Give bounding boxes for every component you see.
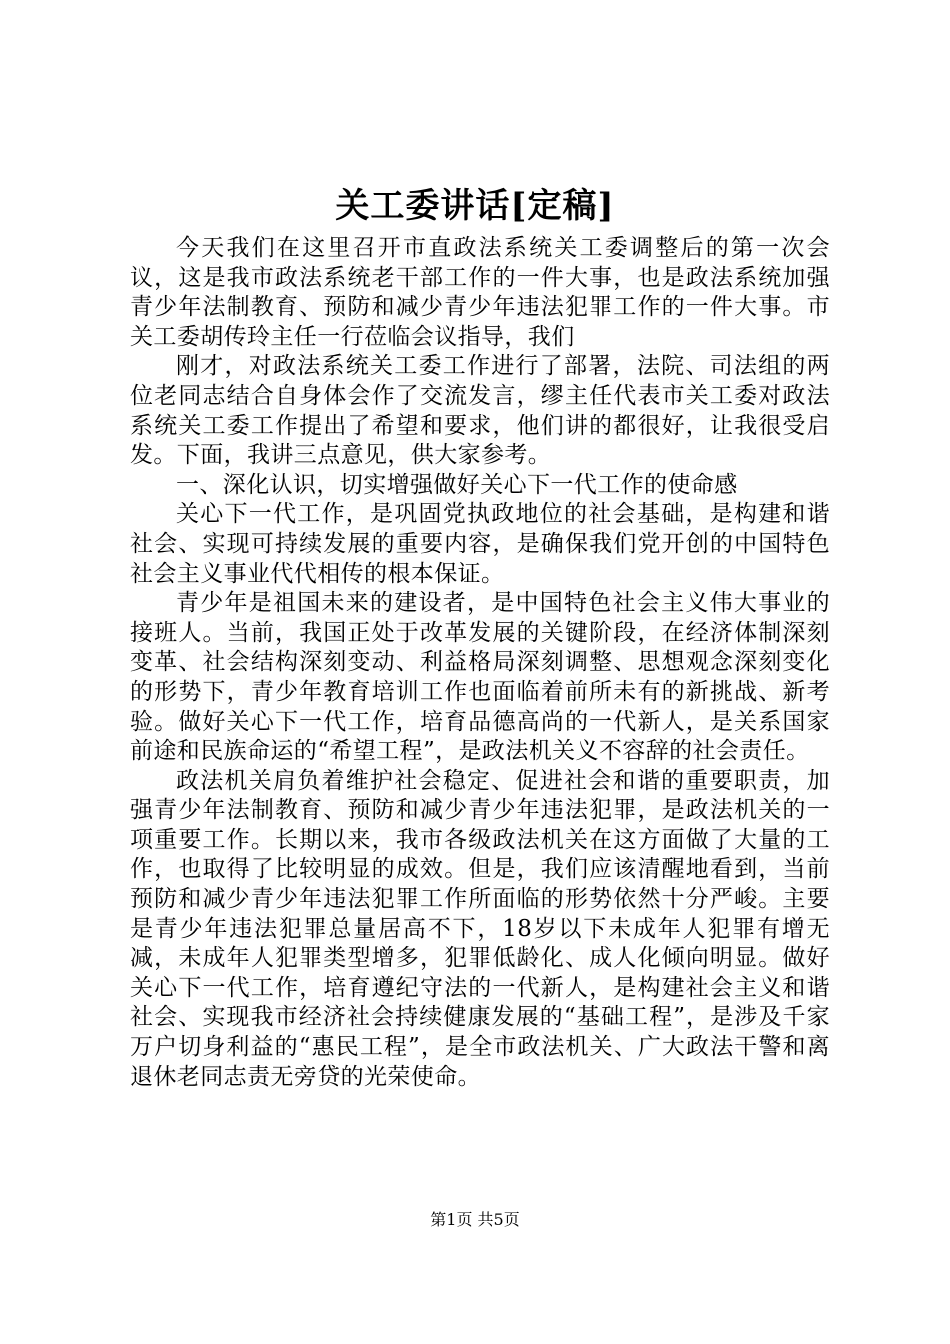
paragraph-remarks: 刚才，对政法系统关工委工作进行了部署，法院、司法组的两位老同志结合自身体会作了交流发言，缪主任代表市关工委对政法系统关工委工作提出了希望和要求，他们讲的都很好，让我很受启发。下面，我讲三点意见，供大家参考。 [130,353,830,469]
paragraph-significance: 关心下一代工作，是巩固党执政地位的社会基础，是构建和谐社会、实现可持续发展的重要内容，是确保我们党开创的中国特色社会主义事业代代相传的根本保证。 [130,501,830,587]
paragraph-opening: 今天我们在这里召开市直政法系统关工委调整后的第一次会议，这是我市政法系统老干部工作的一件大事，也是政法系统加强青少年法制教育、预防和减少青少年违法犯罪工作的一件大事。市关工委胡传玲主任一行莅临会议指导，我们 [130,235,830,350]
document-body [130,234,830,1092]
document-title: 关工委讲话[定稿] [335,186,615,226]
page-number-footer: 第1页 共5页 [430,1210,520,1229]
section-heading-1: 一、深化认识，切实增强做好关心下一代工作的使命感 [176,471,738,498]
paragraph-youth: 青少年是祖国未来的建设者，是中国特色社会主义伟大事业的接班人。当前，我国正处于改革发展的关键阶段，在经济体制深刻变革、社会结构深刻变动、利益格局深刻调整、思想观念深刻变化的形势下，青少年教育培训工作也面临着前所未有的新挑战、新考验。做好关心下一代工作，培育品德高尚的一代新人，是关系国家前途和民族命运的“希望工程”，是政法机关义不容辞的社会责任。 [130,590,830,765]
paragraph-legal-organs: 政法机关肩负着维护社会稳定、促进社会和谐的重要职责，加强青少年法制教育、预防和减少青少年违法犯罪，是政法机关的一项重要工作。长期以来，我市各级政法机关在这方面做了大量的工作，也取得了比较明显的成效。但是，我们应该清醒地看到，当前预防和减少青少年违法犯罪工作所面临的形势依然十分严峻。主要是青少年违法犯罪总量居高不下，18岁以下未成年人犯罪有增无减，未成年人犯罪类型增多，犯罪低龄化、成人化倾向明显。做好关心下一代工作，培育遵纪守法的一代新人，是构建社会主义和谐社会、实现我市经济社会持续健康发展的“基础工程”，是涉及千家万户切身利益的“惠民工程”，是全市政法机关、广大政法干警和离退休老同志责无旁贷的光荣使命。 [130,767,830,1090]
